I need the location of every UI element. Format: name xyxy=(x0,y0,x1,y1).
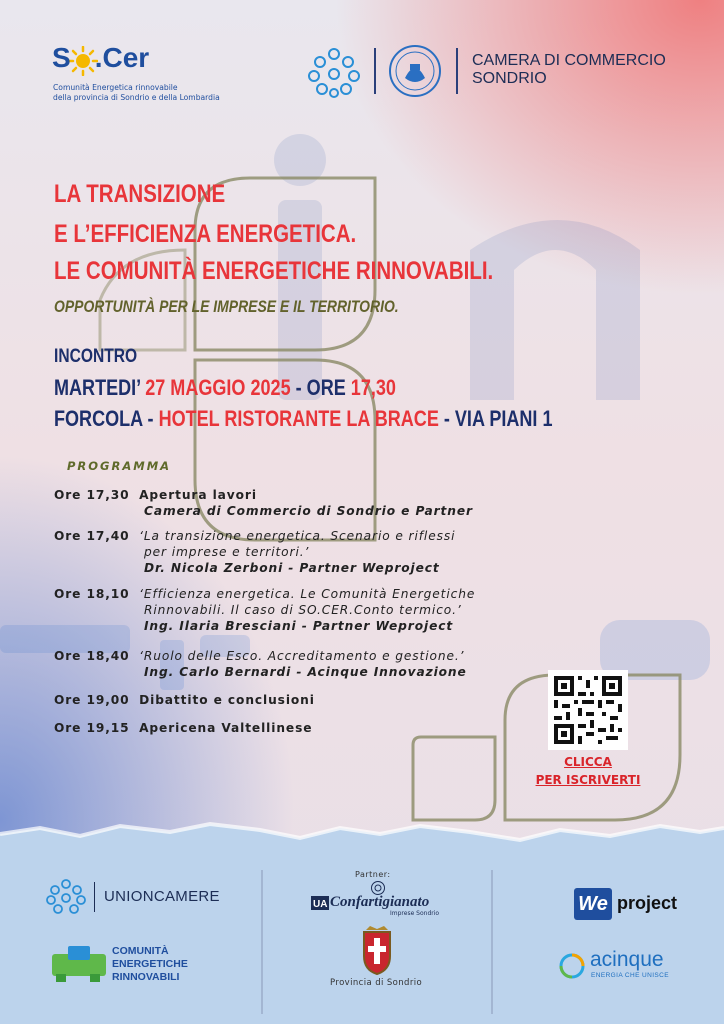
program-time: Ore 19,00 xyxy=(54,693,130,707)
programma-heading: PROGRAMMA xyxy=(67,459,172,473)
event-address: VIA PIANI 1 xyxy=(454,406,553,431)
incontro-label: INCONTRO xyxy=(54,346,138,367)
program-title: ‘Ruolo delle Esco. Accreditamento e gestione.’ xyxy=(139,649,465,663)
title-line3: LE COMUNITÀ ENERGETICHE RINNOVABILI. xyxy=(54,257,494,285)
cer-logo-icon xyxy=(50,944,108,984)
acinque-sub: ENERGIA CHE UNISCE xyxy=(591,972,669,979)
place-line xyxy=(54,406,552,432)
event-day: MARTEDI’ xyxy=(54,375,141,400)
program-item-4 xyxy=(54,648,614,680)
confartigianato-label: Confartigianato xyxy=(330,894,430,910)
event-date: 27 MAGGIO 2025 xyxy=(145,375,291,400)
acinque-swirl-icon xyxy=(558,952,586,980)
program-item-5 xyxy=(54,692,574,708)
register-link-line1: CLICCA xyxy=(564,755,612,769)
socer-wordmark: S .Cer xyxy=(52,42,150,73)
date-separator: - xyxy=(290,375,307,400)
program-speaker: Ing. Ilaria Bresciani - Partner Weproject xyxy=(144,619,454,633)
program-title: Apertura lavori xyxy=(139,488,257,502)
program-time: Ore 17,30 xyxy=(54,488,130,502)
unioncamere-label: UNIONCAMERE xyxy=(104,888,220,905)
header-divider-2 xyxy=(456,48,458,94)
program-speaker: Ing. Carlo Bernardi - Acinque Innovazione xyxy=(144,665,467,679)
socer-subtitle xyxy=(53,83,283,103)
cer-label-line3: RINNOVABILI xyxy=(112,971,180,983)
acinque-label: acinque xyxy=(590,948,664,971)
date-line xyxy=(54,375,396,401)
confartigianato-sub: Imprese Sondrio xyxy=(390,910,440,917)
cer-label-line2: ENERGETICHE xyxy=(112,958,188,970)
program-item-1 xyxy=(54,487,574,519)
program-item-2 xyxy=(54,528,614,576)
unioncamere-dots-icon xyxy=(306,46,362,98)
place-separator-2: - xyxy=(438,406,455,431)
provincia-coat-of-arms-icon xyxy=(358,926,396,976)
register-link-line2: PER ISCRIVERTI xyxy=(535,773,641,787)
event-location: FORCOLA xyxy=(54,406,143,431)
place-separator-1: - xyxy=(142,406,159,431)
program-speaker: Camera di Commercio di Sondrio e Partner xyxy=(144,504,473,518)
header-divider xyxy=(374,48,376,94)
program-title: Dibattito e conclusioni xyxy=(139,693,315,707)
cer-label-line1: COMUNITÀ xyxy=(112,945,169,957)
program-title: ‘Efficienza energetica. Le Comunità Energetiche xyxy=(139,587,476,601)
title-line2: E L’EFFICIENZA ENERGETICA. xyxy=(54,220,357,248)
title-line1: LA TRANSIZIONE xyxy=(54,180,226,208)
program-time: Ore 18,40 xyxy=(54,649,130,663)
program-time: Ore 18,10 xyxy=(54,587,130,601)
program-item-6 xyxy=(54,720,574,736)
program-title-cont: Rinnovabili. Il caso di SO.CER.Conto termico.’ xyxy=(144,603,462,617)
qr-code-icon xyxy=(548,670,628,750)
camera-seal-icon xyxy=(388,44,442,98)
event-time: 17,30 xyxy=(350,375,396,400)
weproject-we-badge: We xyxy=(574,888,612,920)
program-speaker: Dr. Nicola Zerboni - Partner Weproject xyxy=(144,561,440,575)
provincia-label: Provincia di Sondrio xyxy=(330,978,423,988)
svg-text:UA: UA xyxy=(313,899,328,910)
partner-label: Partner: xyxy=(355,870,391,879)
ua-mark-icon xyxy=(310,895,330,911)
program-time: Ore 17,40 xyxy=(54,529,130,543)
program-title-cont: per imprese e territori.’ xyxy=(144,545,310,559)
subtitle: OPPORTUNITÀ PER LE IMPRESE E IL TERRITORIO. xyxy=(54,297,399,316)
event-venue: HOTEL RISTORANTE LA BRACE xyxy=(158,406,439,431)
program-item-3 xyxy=(54,586,634,634)
weproject-label: project xyxy=(617,893,678,913)
unioncamere-logo-icon xyxy=(46,878,86,916)
socer-subtitle-line2: della provincia di Sondrio e della Lombardia xyxy=(53,93,220,102)
cer-label xyxy=(112,945,188,984)
register-link[interactable] xyxy=(528,753,648,789)
camera-name-line2: SONDRIO xyxy=(472,70,547,87)
camera-name-line1: CAMERA DI COMMERCIO xyxy=(472,52,666,69)
socer-subtitle-line1: Comunità Energetica rinnovabile xyxy=(53,83,178,92)
program-time: Ore 19,15 xyxy=(54,721,130,735)
program-title: Apericena Valtellinese xyxy=(139,721,313,735)
program-title: ‘La transizione energetica. Scenario e riflessi xyxy=(139,529,456,543)
footer-band xyxy=(0,820,724,1024)
unioncamere-divider xyxy=(94,882,95,912)
camera-name xyxy=(472,52,666,88)
qr-code[interactable] xyxy=(548,670,628,750)
time-label: ORE xyxy=(306,375,346,400)
